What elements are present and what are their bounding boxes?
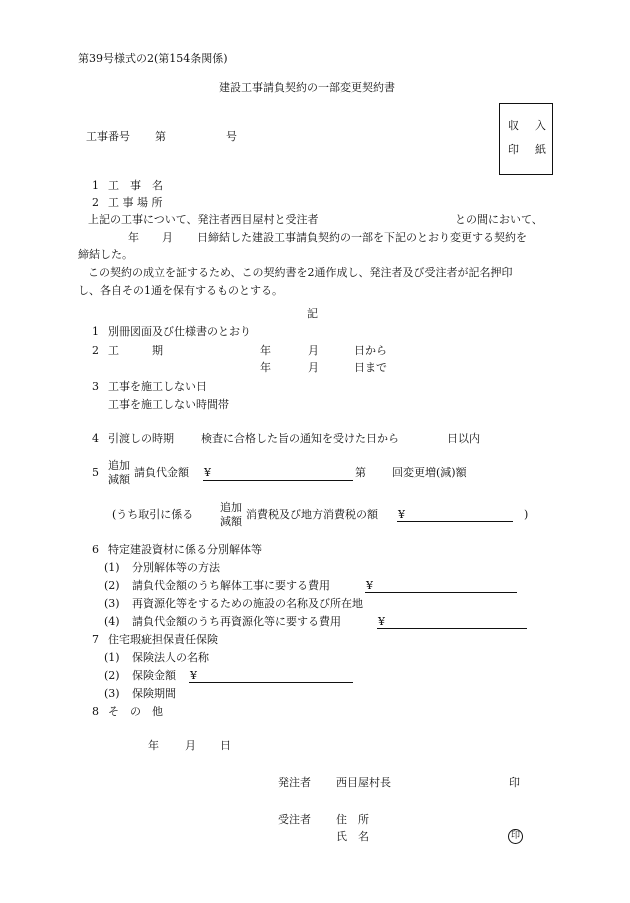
other-label: そ の 他 bbox=[108, 705, 163, 718]
name-label: 氏 名 bbox=[336, 830, 369, 843]
project-site-label: 工 事 場 所 bbox=[108, 196, 163, 209]
intro-line: 締結した。 bbox=[78, 248, 133, 261]
yen-sign: ¥ bbox=[366, 579, 373, 592]
address-label: 住 所 bbox=[336, 813, 369, 826]
tax-paren-close: ) bbox=[524, 508, 529, 521]
date-day: 日 bbox=[220, 739, 231, 752]
sub-text: 保険期間 bbox=[132, 687, 176, 700]
insurance-amount-underline bbox=[189, 682, 353, 683]
yen-sign: ¥ bbox=[378, 615, 385, 628]
section-text: 工事を施工しない日 bbox=[108, 380, 207, 393]
tax-paren-open: (うち取引に係る bbox=[112, 508, 194, 521]
sub-number: (1) bbox=[104, 651, 120, 664]
addition-label: 追加 bbox=[220, 501, 242, 514]
intro-line: との間において、 bbox=[455, 213, 543, 226]
delivery-label: 引渡しの時期 bbox=[108, 432, 174, 445]
project-number-gou: 号 bbox=[226, 130, 237, 143]
yen-sign: ¥ bbox=[204, 466, 211, 479]
section-text: 別冊図面及び仕様書のとおり bbox=[108, 325, 251, 338]
addition-label: 追加 bbox=[108, 459, 130, 472]
period-label: 工 期 bbox=[108, 344, 163, 357]
sub-text: 請負代金額のうち解体工事に要する費用 bbox=[132, 579, 330, 592]
period-year: 年 bbox=[260, 361, 271, 374]
delivery-suffix: 日以内 bbox=[447, 432, 480, 445]
period-month: 月 bbox=[308, 344, 319, 357]
change-dai: 第 bbox=[355, 466, 366, 479]
orderer-name: 西目屋村長 bbox=[336, 776, 391, 789]
delivery-text: 検査に合格した旨の通知を受けた日から bbox=[201, 432, 399, 445]
section-text: 工事を施工しない時間帯 bbox=[108, 398, 229, 411]
section-number: 1 bbox=[92, 325, 99, 338]
sub-text: 保険法人の名称 bbox=[132, 651, 209, 664]
sub-number: (2) bbox=[104, 579, 120, 592]
section-number: 5 bbox=[92, 466, 99, 479]
section-title: 住宅瑕疵担保責任保険 bbox=[108, 633, 218, 646]
date-year: 年 bbox=[148, 739, 159, 752]
section-title: 特定建設資材に係る分別解体等 bbox=[108, 543, 262, 556]
stamp-char: 印 bbox=[508, 143, 519, 156]
revenue-stamp-box bbox=[499, 103, 553, 175]
project-number-label: 工事番号 bbox=[86, 130, 130, 143]
sub-number: (3) bbox=[104, 687, 120, 700]
section-number: 6 bbox=[92, 543, 99, 556]
change-label: 回変更増(減)額 bbox=[392, 466, 467, 479]
recycling-cost-underline bbox=[377, 628, 527, 629]
section-number: 8 bbox=[92, 705, 99, 718]
yen-sign: ¥ bbox=[190, 669, 197, 682]
ki-heading: 記 bbox=[307, 307, 318, 320]
sub-text: 分別解体等の方法 bbox=[132, 561, 220, 574]
sub-text: 保険金額 bbox=[132, 669, 176, 682]
sub-text: 請負代金額のうち再資源化等に要する費用 bbox=[132, 615, 341, 628]
period-from: 日から bbox=[354, 344, 387, 357]
sub-text: 再資源化等をするための施設の名称及び所在地 bbox=[132, 597, 363, 610]
sub-number: (3) bbox=[104, 597, 120, 610]
intro-line: 上記の工事について、発注者西目屋村と受注者 bbox=[88, 213, 319, 226]
orderer-label: 発注者 bbox=[278, 776, 311, 789]
intro-line: し、各自その1通を保有するものとする。 bbox=[78, 284, 283, 297]
yen-sign: ¥ bbox=[398, 508, 405, 521]
contract-amount-label: 請負代金額 bbox=[134, 466, 189, 479]
period-month: 月 bbox=[308, 361, 319, 374]
tax-underline bbox=[397, 521, 513, 522]
sub-number: (4) bbox=[104, 615, 120, 628]
section-number: 2 bbox=[92, 344, 99, 357]
sub-number: (2) bbox=[104, 669, 120, 682]
section-number: 4 bbox=[92, 432, 99, 445]
document-title: 建設工事請負契約の一部変更契約書 bbox=[219, 81, 395, 94]
intro-line: この契約の成立を証するため、この契約書を2通作成し、発注者及び受注者が記名押印 bbox=[88, 266, 513, 279]
intro-year: 年 bbox=[128, 231, 139, 244]
contractor-label: 受注者 bbox=[278, 813, 311, 826]
reduction-label: 減額 bbox=[108, 473, 130, 486]
date-month: 月 bbox=[185, 739, 196, 752]
stamp-char: 収 bbox=[508, 119, 519, 132]
reduction-label: 減額 bbox=[220, 515, 242, 528]
period-year: 年 bbox=[260, 344, 271, 357]
sub-number: (1) bbox=[104, 561, 120, 574]
stamp-char: 入 bbox=[535, 119, 546, 132]
project-name-label: 工 事 名 bbox=[108, 179, 163, 192]
amount-underline bbox=[203, 480, 353, 481]
stamp-char: 紙 bbox=[535, 143, 546, 156]
project-number-dai: 第 bbox=[155, 130, 166, 143]
period-to: 日まで bbox=[354, 361, 387, 374]
form-number: 第39号様式の2(第154条関係) bbox=[78, 52, 228, 65]
seal-mark: 印 bbox=[509, 776, 520, 789]
item-number: 1 bbox=[92, 179, 99, 192]
section-number: 7 bbox=[92, 633, 99, 646]
intro-line: 日締結した建設工事請負契約の一部を下記のとおり変更する契約を bbox=[197, 231, 527, 244]
tax-label: 消費税及び地方消費税の額 bbox=[246, 508, 378, 521]
demolition-cost-underline bbox=[365, 592, 517, 593]
item-number: 2 bbox=[92, 196, 99, 209]
intro-month: 月 bbox=[162, 231, 173, 244]
section-number: 3 bbox=[92, 380, 99, 393]
seal-circle: 印 bbox=[508, 829, 523, 844]
